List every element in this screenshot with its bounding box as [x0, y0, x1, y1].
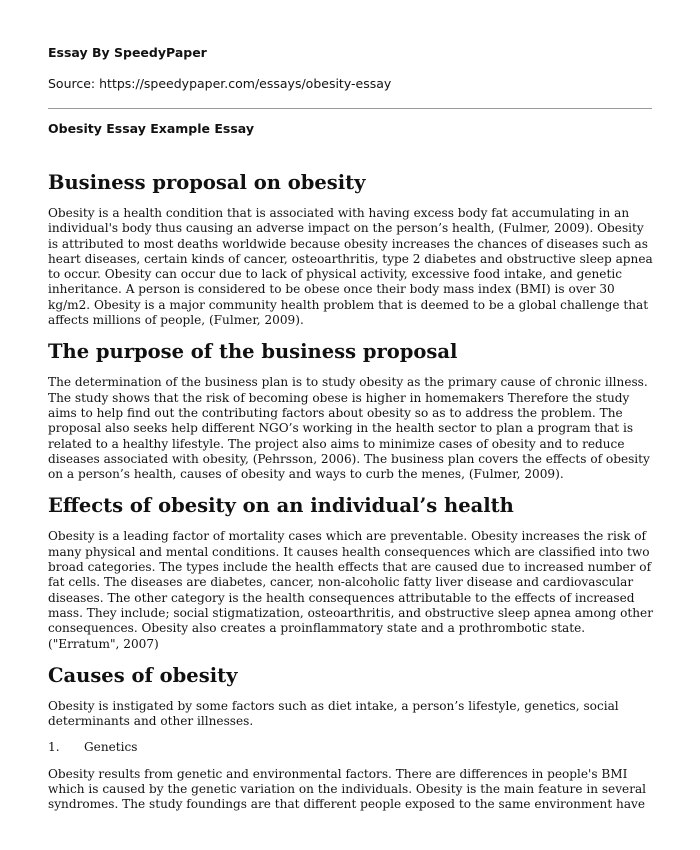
list-item: [48, 740, 654, 755]
list-number: 1.: [48, 740, 60, 755]
paragraph: Obesity is a health condition that is associated with having excess body fat accumulating in an individual's body thus causing an adverse impact on the person’s health, (Fulmer, 2009). Obesity is attributed to most deaths worldwide because obesity increases the chances of diseases such as heart diseases, certain kinds of cancer, osteoarthritis, type 2 diabetes and obstructive sleep apnea to occur. Obesity can occur due to lack of physical activity, excessive food intake, and genetic inheritance. A person is considered to be obese once their body mass index (BMI) is over 30 kg/m2. Obesity is a major community health problem that is deemed to be a global challenge that affects millions of people, (Fulmer, 2009).: [48, 206, 653, 328]
document-title: Obesity Essay Example Essay: [48, 121, 254, 136]
source-line: Source: https://speedypaper.com/essays/obesity-essay: [48, 76, 392, 91]
paragraph: Obesity is a leading factor of mortality cases which are preventable. Obesity increases the risk of many physical and mental conditions. It causes health consequences which are classified into two broad categories. The types include the health effects that are caused due to increased number of fat cells. The diseases are diabetes, cancer, non-alcoholic fatty liver disease and cardiovascular diseases. The other category is the health consequences attributable to the effects of increased mass. They include; social stigmatization, osteoarthritis, and obstructive sleep apnea among other consequences. Obesity also creates a proinflammatory state and a prothrombotic state. ("Erratum", 2007): [48, 529, 653, 651]
section-purpose: [48, 339, 654, 482]
section-heading: Business proposal on obesity: [48, 171, 366, 194]
list-label: Genetics: [84, 740, 138, 755]
section-business-proposal: [48, 170, 654, 328]
section-heading: Effects of obesity on an individual’s health: [48, 494, 514, 518]
document-header: [48, 44, 652, 93]
brand-line: Essay By SpeedyPaper: [48, 45, 207, 60]
section-heading: The purpose of the business proposal: [48, 340, 458, 364]
essay-body: [48, 170, 654, 824]
paragraph: The determination of the business plan is to study obesity as the primary cause of chronic illness. The study shows that the risk of becoming obese is higher in homemakers Therefore the study aims to help find out the contributing factors about obesity so as to address the problem. The proposal also seeks help different NGO’s working in the health sector to plan a program that is related to a healthy lifestyle. The project also aims to minimize cases of obesity and to reduce diseases associated with obesity, (Pehrsson, 2006). The business plan covers the effects of obesity on a person’s health, causes of obesity and ways to curb the menes, (Fulmer, 2009).: [48, 375, 650, 482]
section-effects: [48, 493, 654, 651]
section-heading: Causes of obesity: [48, 663, 238, 687]
paragraph: Obesity results from genetic and environmental factors. There are differences in people's BMI which is caused by the genetic variation on the individuals. Obesity is the main feature in several syndromes. The study foundings are that different people exposed to the same environment have: [48, 766, 647, 812]
section-causes: [48, 663, 654, 813]
paragraph: Obesity is instigated by some factors such as diet intake, a person’s lifestyle, genetics, social determinants and other illnesses.: [48, 698, 619, 729]
header-divider: [48, 108, 652, 109]
